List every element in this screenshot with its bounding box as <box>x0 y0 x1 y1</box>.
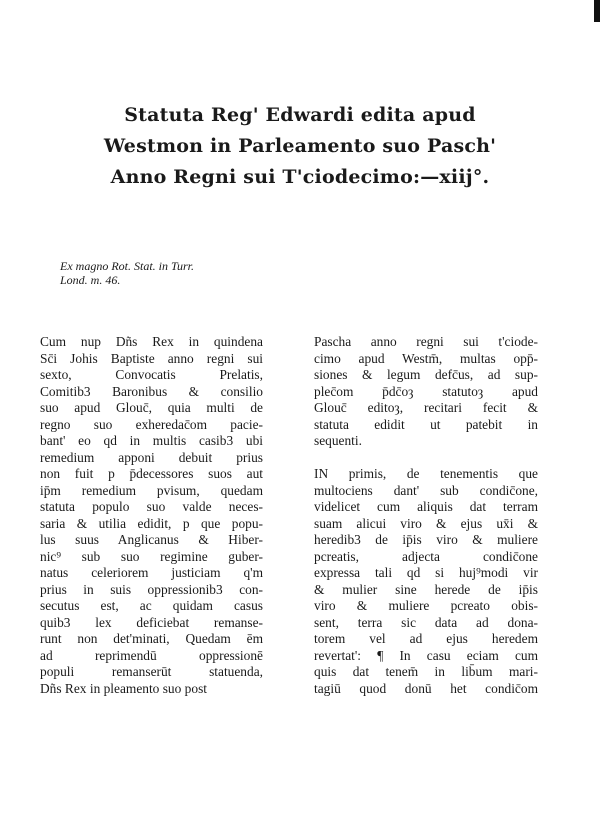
right-text-column <box>314 334 538 697</box>
text-line: nic⁹ sub suo regimine guber- <box>40 548 263 564</box>
scan-edge-mark <box>594 0 600 22</box>
text-line: IN primis, de tenementis que <box>314 466 538 481</box>
text-line: populi remanserūt statuenda, <box>40 664 263 679</box>
left-text-column <box>40 334 263 697</box>
title-line: Statuta Reg' Edwardi edita apud <box>124 104 476 126</box>
text-line: expressa tali qd si huj⁹modi vir <box>314 565 538 580</box>
text-line: Comitib3 Baronibus & consilio <box>40 383 263 399</box>
text-line: quis dat tenem̄ in lib̄um mari- <box>314 664 538 679</box>
text-line: saria & utilia edidit, p que popu- <box>40 515 263 531</box>
text-line: Pascha anno regni sui t'ciode- <box>314 334 538 349</box>
statute-title <box>80 100 520 193</box>
text-line: statuta edidit ut patebit in <box>314 416 538 432</box>
text-line: & mulier sine herede de ip̄is <box>314 581 538 597</box>
text-line: bant' eo qd in multis casib3 ubi <box>40 433 263 448</box>
text-line: torem vel ad ejus heredem <box>314 631 538 646</box>
title-line: Westmon in Parleamento suo Pasch' <box>103 135 497 157</box>
text-line: sequenti. <box>314 433 362 448</box>
text-line: prius in suis oppressionib3 con- <box>40 581 263 597</box>
text-line: regno suo exheredac̄om pacie- <box>40 416 263 432</box>
source-line: Ex magno Rot. Stat. in Turr. <box>60 259 195 273</box>
text-line: lus suus Anglicanus & Hiber- <box>40 532 263 547</box>
text-line: Cum nup Dñs Rex in quindena <box>40 334 263 349</box>
text-line: cimo apud Westm̄, multas opp̄- <box>314 350 538 366</box>
text-line: videlicet cum aliquis dat terram <box>314 499 538 514</box>
text-line: suam alicui viro & ejus ux̄i & <box>314 515 538 531</box>
text-line: sexto, Convocatis Prelatis, <box>40 367 263 382</box>
text-line: non fuit p p̄decessores suos aut <box>40 466 263 481</box>
text-line: ip̄m remedium pvisum, quedam <box>40 482 263 498</box>
paragraph-gap <box>314 450 538 467</box>
source-line: Lond. m. 46. <box>60 273 121 287</box>
text-line: suo apud Glouc̄, quia multi de <box>40 400 263 415</box>
text-line: Dñs Rex in pleamento suo post <box>40 680 207 696</box>
text-line: siones & legum defc̄us, ad sup- <box>314 367 538 382</box>
text-line: plec̄om p̄dc̄oȝ statutoȝ apud <box>314 383 538 399</box>
text-line: ad reprimendū oppressionē <box>40 647 263 663</box>
text-line: statuta populo suo valde neces- <box>40 499 263 514</box>
text-line: tagiū quod donū het condic̄om <box>314 680 538 696</box>
text-line: revertat': ¶ In casu eciam cum <box>314 647 538 663</box>
title-line: Anno Regni sui T'ciodecimo:—xiij°. <box>110 166 490 188</box>
text-line: pcreatis, adjecta condic̄one <box>314 548 538 564</box>
text-line: natus celeriorem justiciam q'm <box>40 565 263 580</box>
text-line: multociens dant' sub condic̄one, <box>314 482 538 498</box>
text-line: remedium apponi debuit prius <box>40 449 263 465</box>
text-line: runt non det'minati, Quedam ēm <box>40 631 263 646</box>
text-line: sent, terra sic data ad dona- <box>314 614 538 630</box>
text-line: heredib3 de ip̄is viro & muliere <box>314 532 538 547</box>
text-line: Sc̄i Johis Baptiste anno regni sui <box>40 350 263 366</box>
text-line: Glouc̄ editoȝ, recitari fecit & <box>314 400 538 415</box>
text-line: viro & muliere pcreato obis- <box>314 598 538 613</box>
text-line: secutus est, ac quidam casus <box>40 598 263 613</box>
source-reference <box>60 259 260 287</box>
text-line: quib3 lex deficiebat remanse- <box>40 614 263 630</box>
